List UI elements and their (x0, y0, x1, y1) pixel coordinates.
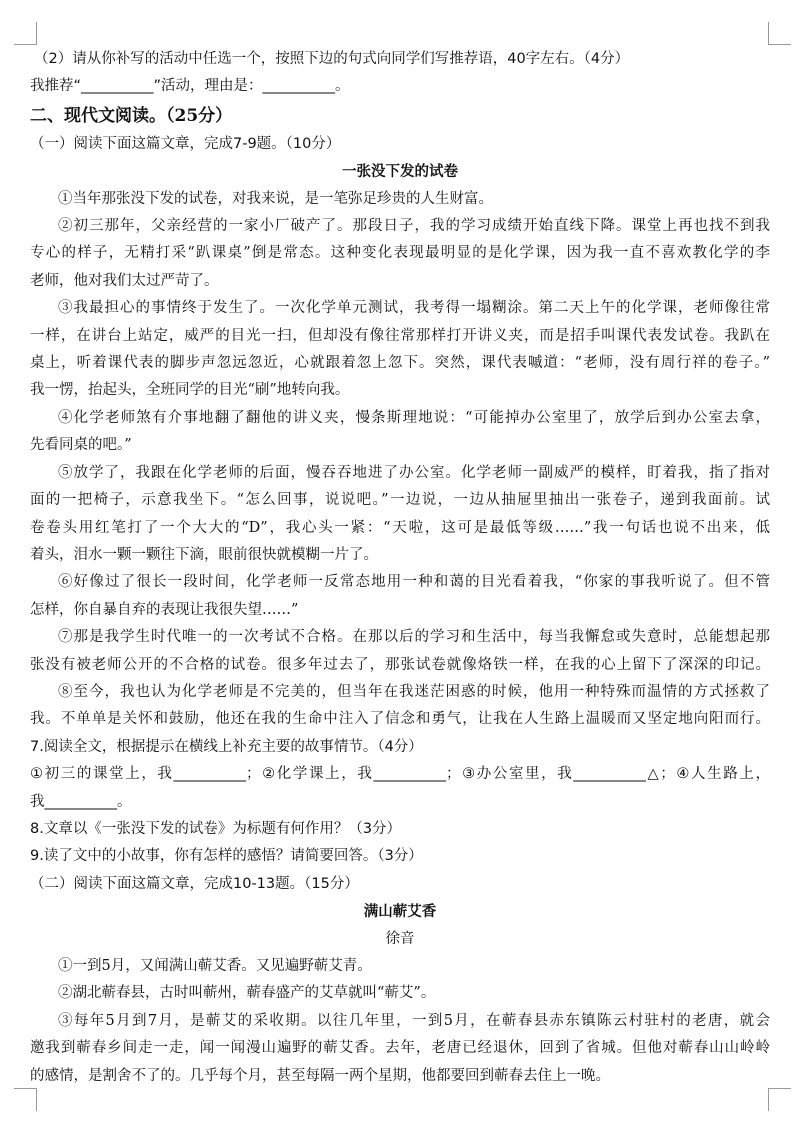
text-line: 桌上，听着课代表的脚步声忽远忽近，心就跟着忽上忽下。突然，课代表嘁道：“老师，没有周行祥的卷子。” (30, 355, 770, 372)
text-line: ②湖北蕲春县，古时叫蕲州，蕲春盛产的艾草就叫“蕲艾”。 (58, 985, 436, 1002)
text-line: 一张没下发的试卷 (342, 163, 458, 181)
text-line: 7.阅读全文，根据提示在横线上补充主要的故事情节。（4分） (30, 738, 423, 755)
text-line: 8.文章以《一张没下发的试卷》为标题有何作用？（3分） (30, 820, 402, 837)
text-line: 张没有被老师公开的不合格的试卷。很多年过去了，那张试卷就像烙铁一样，在我的心上留下了深深的印记。 (30, 656, 770, 673)
text-line: ④化学老师煞有介事地翻了翻他的讲义夹，慢条斯理地说：“可能掉办公室里了，放学后到办公室去拿， (58, 409, 770, 426)
text-line: 专心的样子，无精打采“趴课桌”倒是常态。这种变化表现最明显的是化学课，因为我一直不喜欢教化学的李 (30, 245, 770, 262)
text-line: ③每年5月到7月，是蕲艾的采收期。以往几年里，一到5月，在蕲春县赤东镇陈云村驻村的老唐，就会 (58, 1012, 770, 1029)
text-line: 怎样，你自暴自弃的表现让我很失望……” (30, 601, 299, 618)
text-line: ⑥好像过了很长一段时间，化学老师一反常态地用一种和蔼的目光看着我，“你家的事我听说了。但不管 (58, 574, 770, 591)
text-line: ①初三的课堂上，我__________；②化学课上，我__________；③办公室里，我__________△；④人生路上， (30, 766, 770, 783)
crop-mark-top-right (768, 22, 791, 45)
text-line: 我__________。 (30, 793, 132, 810)
text-line: 我一愣，抬起头，全班同学的目光“刷”地转向我。 (30, 382, 350, 399)
exam-page (30, 46, 770, 1090)
text-line: 满山蕲艾香 (363, 903, 437, 921)
text-line: （二）阅读下面这篇文章，完成10-13题。（15分） (30, 875, 359, 892)
text-line: 着头，泪水一颗一颗往下滴，眼前很快就模糊一片了。 (30, 546, 378, 563)
text-line: 先看同桌的吧。” (30, 437, 132, 454)
crop-mark-top-left (14, 22, 37, 45)
text-line: 的感情，是割舍不了的。几乎每个月，甚至每隔一两个星期，他都要回到蕲春去住上一晚。 (30, 1067, 610, 1084)
text-line: ⑧至今，我也认为化学老师是不完美的，但当年在我迷茫困惑的时候，他用一种特殊而温情的方式拯救了 (58, 683, 770, 700)
text-line: ①一到5月，又闻满山蕲艾香。又见遍野蕲艾青。 (58, 958, 372, 974)
text-line: ②初三那年，父亲经营的一家小厂破产了。那段日子，我的学习成绩开始直线下降。课堂上再也找不到我 (58, 218, 770, 235)
text-line: 一样，在讲台上站定，威严的目光一扫，但却没有像往常那样打开讲义夹，而是招手叫课代表发试卷。我趴在 (30, 327, 770, 344)
text-line: 老师，他对我们太过严苛了。 (30, 272, 219, 289)
text-line: 我。不单单是关怀和鼓励，他还在我的生命中注入了信念和勇气，让我在人生路上温暖而又坚定地向阳而行。 (30, 711, 770, 728)
text-line: ⑦那是我学生时代唯一的一次考试不合格。在那以后的学习和生活中，每当我懈怠或失意时，总能想起那 (58, 629, 770, 646)
text-line: 9.读了文中的小故事，你有怎样的感悟？请简要回答。（3分） (30, 848, 423, 865)
text-line: 邀我到蕲春乡间走一走，闻一闻漫山遍野的蕲艾香。去年，老唐已经退休，回到了省城。但他对蕲春山山岭岭 (30, 1040, 770, 1057)
text-line: ①当年那张没下发的试卷，对我来说，是一笔弥足珍贵的人生财富。 (58, 190, 493, 207)
crop-mark-bottom-right (768, 1088, 791, 1111)
text-line: （2）请从你补写的活动中任选一个，按照下边的句式向同学们写推荐语，40字左右。（4分） (34, 51, 630, 67)
text-line: 卷卷头用红笔打了一个大大的“D”，我心头一紧：“天啦，这可是最低等级……”我一句话也说不出来，低 (30, 519, 770, 536)
crop-mark-bottom-left (14, 1088, 37, 1111)
text-line: ⑤放学了，我跟在化学老师的后面，慢吞吞地进了办公室。化学老师一副威严的模样，盯着我，指了指对 (58, 464, 770, 481)
text-line: ③我最担心的事情终于发生了。一次化学单元测试，我考得一塌糊涂。第二天上午的化学课，老师像往常 (58, 300, 770, 317)
text-line: 面的一把椅子，示意我坐下。“怎么回事，说说吧。”一边说，一边从抽屉里抽出一张卷子，递到我面前。试 (30, 492, 770, 509)
text-line: （一）阅读下面这篇文章，完成7-9题。（10分） (30, 135, 341, 152)
text-line: 徐音 (385, 930, 415, 947)
text-line: 二、现代文阅读。（25分） (30, 105, 233, 126)
text-line: 我推荐“__________”活动，理由是：__________。 (30, 78, 350, 95)
